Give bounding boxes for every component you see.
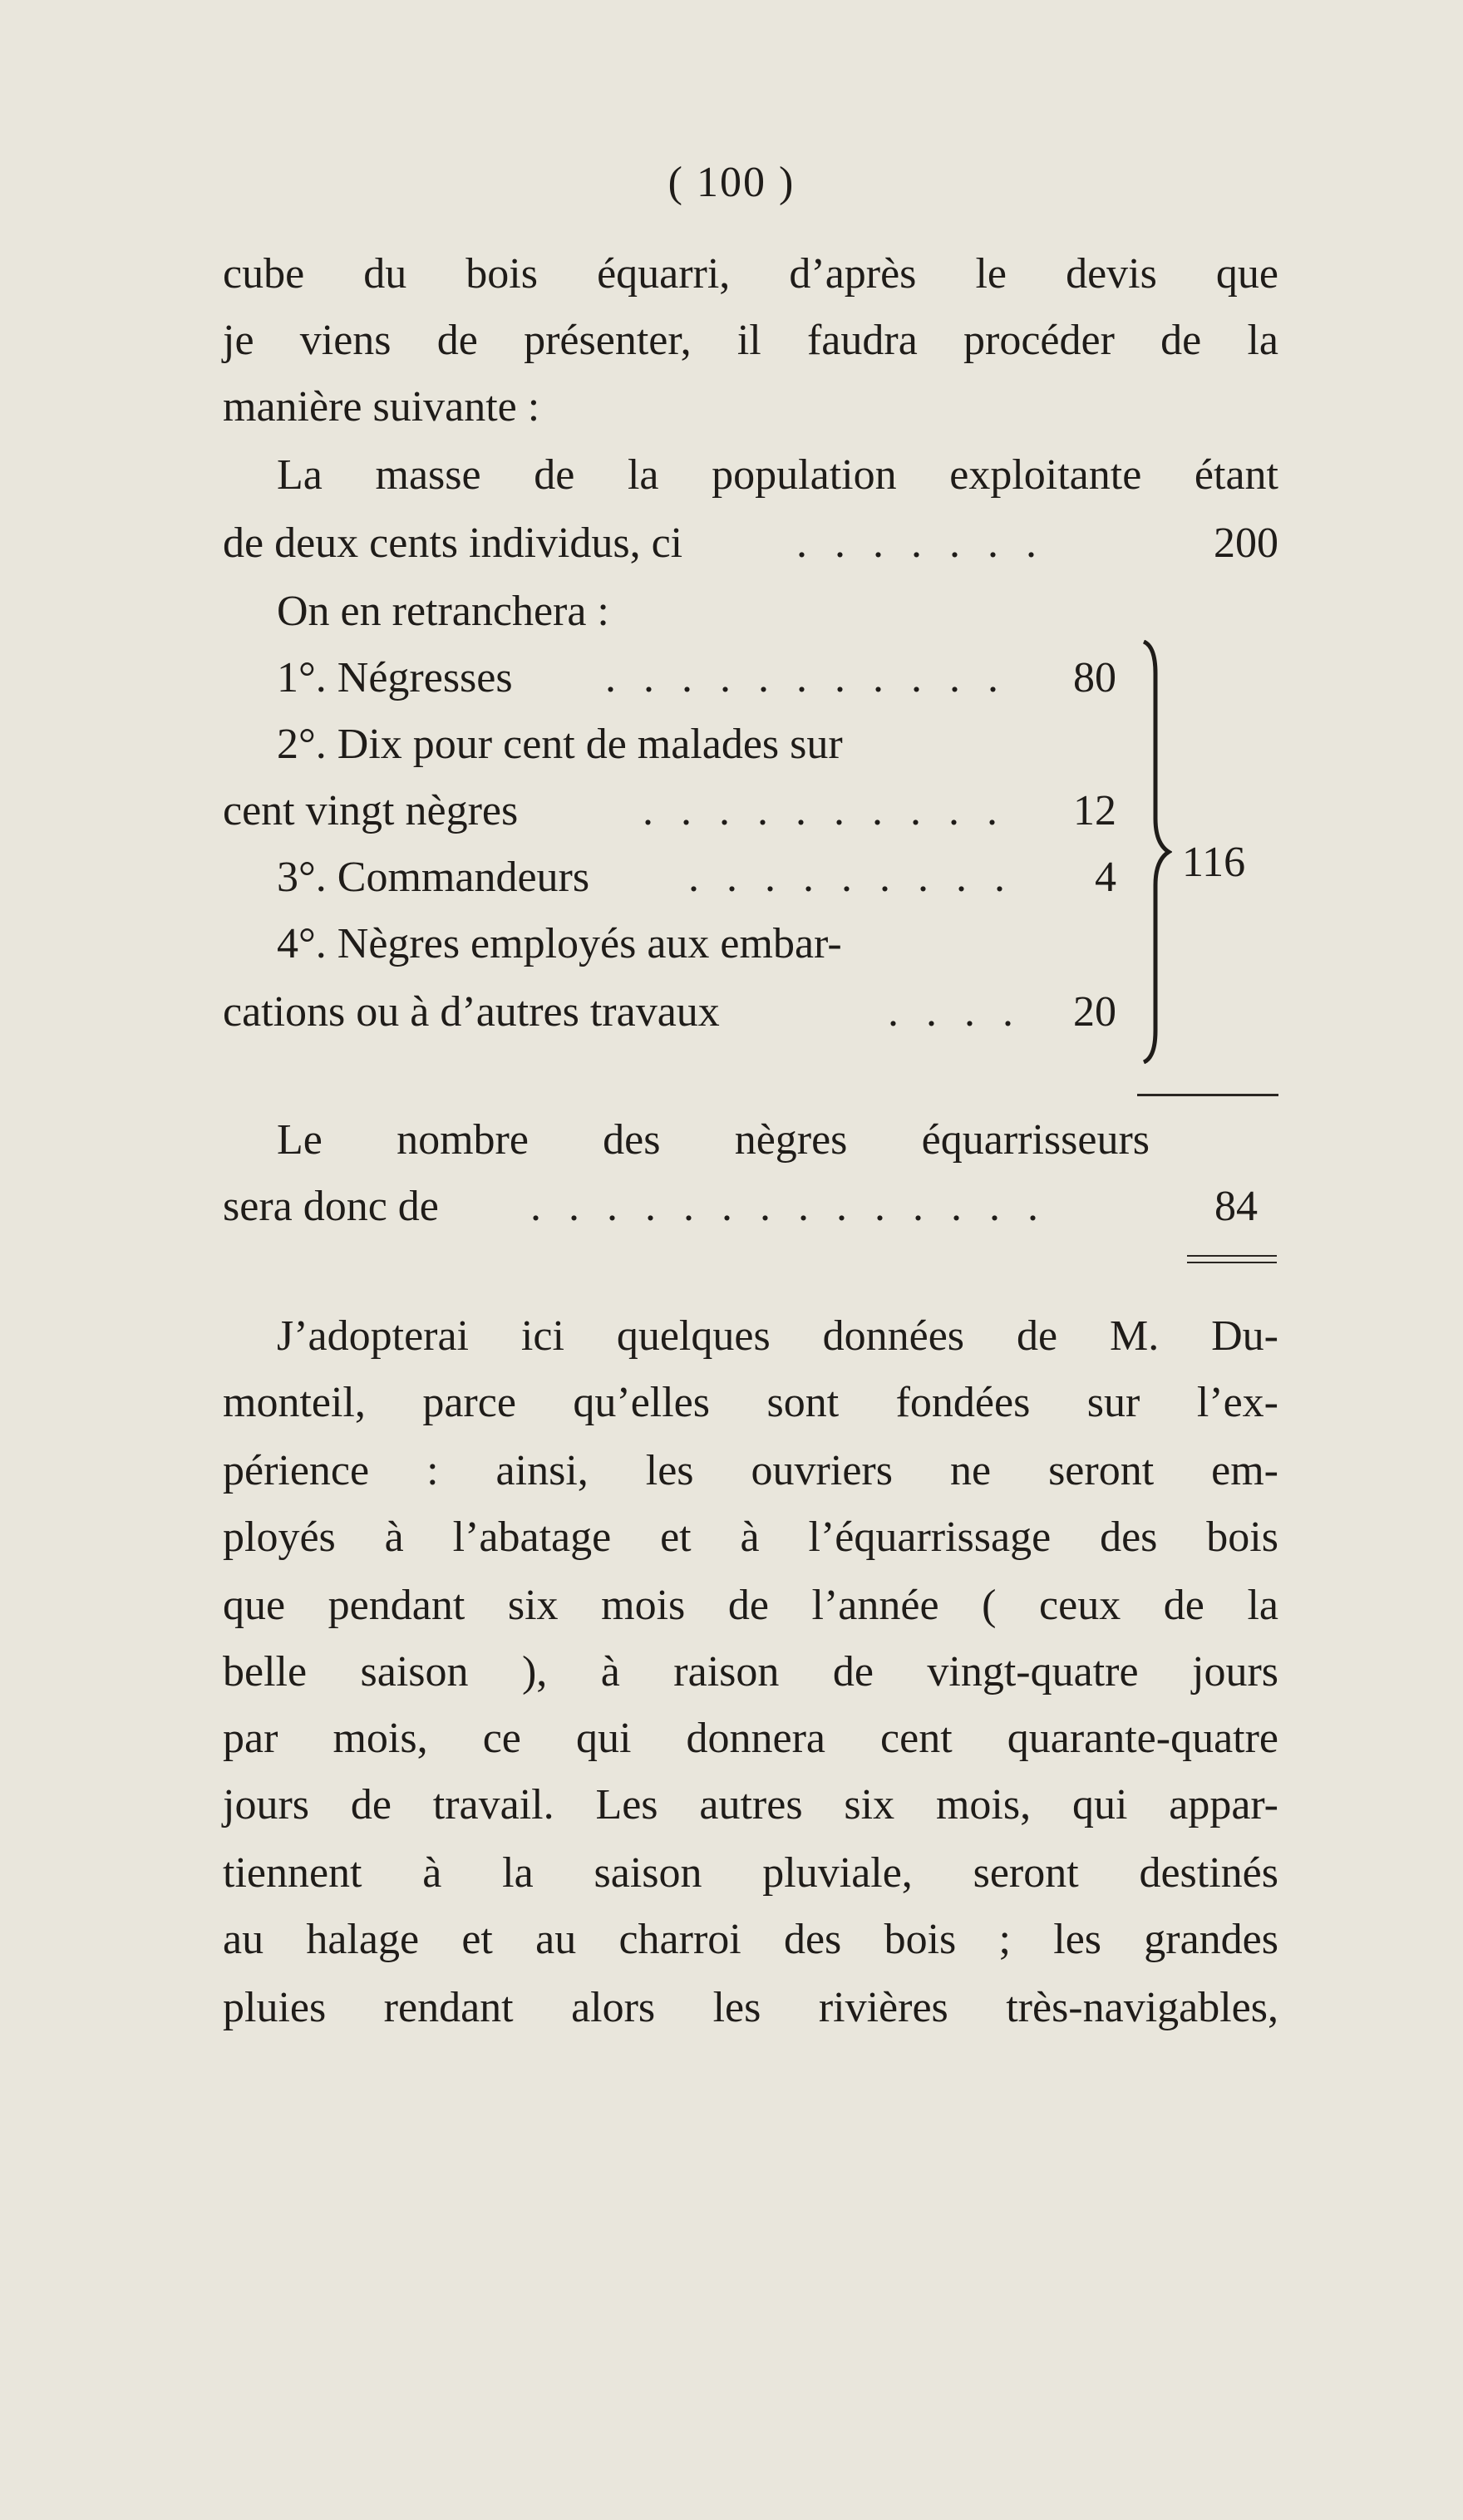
deductions-total: 116 xyxy=(1182,839,1246,886)
deduction-label: cations ou à d’autres travaux xyxy=(223,988,720,1036)
deduction-label: 3°. Commandeurs xyxy=(277,854,590,901)
deduction-label: 1°. Négresses xyxy=(277,654,513,701)
text-line: belle saison ), à raison de vingt-quatre jours xyxy=(223,1648,1278,1696)
calc-value: 84 xyxy=(1214,1183,1258,1230)
text-line: ployés à l’abatage et à l’équarrissage des bois xyxy=(223,1513,1278,1561)
text-line: par mois, ce qui donnera cent quarante-quatre xyxy=(223,1715,1278,1762)
double-rule-bottom xyxy=(1187,1262,1277,1263)
curly-brace xyxy=(1139,640,1172,1064)
text-line: manière suivante : xyxy=(223,383,540,431)
text-line: On en retranchera : xyxy=(277,588,609,635)
text-line: je viens de présenter, il faudra procéder de la xyxy=(223,317,1278,364)
dot-leader: . . . . . . . . . . . . . . xyxy=(530,1183,1047,1230)
dot-leader: . . . . . . . . . xyxy=(688,854,1013,901)
text-line: cube du bois équarri, d’après le devis que xyxy=(223,250,1278,298)
text-line: au halage et au charroi des bois ; les grandes xyxy=(223,1916,1278,1963)
double-rule-top xyxy=(1187,1255,1277,1257)
page-number: ( 100 ) xyxy=(667,159,796,206)
deduction-value: 80 xyxy=(1073,654,1116,701)
calc-label: sera donc de xyxy=(223,1183,439,1230)
text-line: Le nombre des nègres équarrisseurs xyxy=(277,1116,1150,1164)
text-line: jours de travail. Les autres six mois, qui appar- xyxy=(223,1781,1278,1828)
subtotal-rule xyxy=(1137,1094,1278,1096)
text-line: La masse de la population exploitante étant xyxy=(277,451,1278,499)
text-line: périence : ainsi, les ouvriers ne seront em- xyxy=(223,1447,1278,1494)
deduction-label: 2°. Dix pour cent de malades sur xyxy=(277,721,843,768)
dot-leader: . . . . . . . . . . xyxy=(643,787,1006,834)
deduction-value: 20 xyxy=(1073,988,1116,1036)
dot-leader: . . . . . . . xyxy=(796,519,1045,567)
deduction-label: 4°. Nègres employés aux embar- xyxy=(277,920,842,967)
deduction-value: 12 xyxy=(1073,787,1116,834)
text-line: pluies rendant alors les rivières très-navigables, xyxy=(223,1984,1278,2031)
text-line: J’adopterai ici quelques données de M. Du- xyxy=(277,1312,1278,1360)
text-line: monteil, parce qu’elles sont fondées sur l’ex- xyxy=(223,1379,1278,1426)
text-line: tiennent à la saison pluviale, seront destinés xyxy=(223,1849,1278,1897)
deduction-value: 4 xyxy=(1095,854,1116,901)
dot-leader: . . . . xyxy=(888,988,1022,1036)
calc-value: 200 xyxy=(1214,519,1278,567)
dot-leader: . . . . . . . . . . . xyxy=(605,654,1007,701)
calc-label: de deux cents individus, ci xyxy=(223,519,683,567)
deduction-label: cent vingt nègres xyxy=(223,787,519,834)
text-line: que pendant six mois de l’année ( ceux de la xyxy=(223,1582,1278,1629)
